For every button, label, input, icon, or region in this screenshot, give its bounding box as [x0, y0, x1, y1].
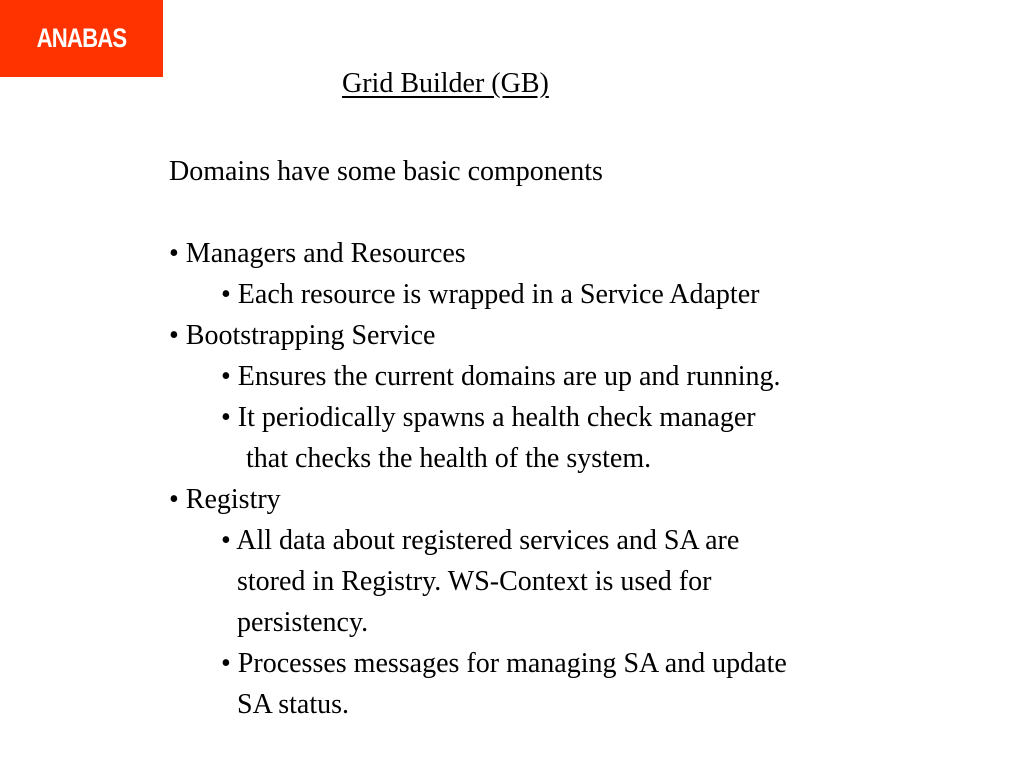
subbullet-registry-data-cont1: stored in Registry. WS-Context is used for — [237, 566, 712, 597]
logo-text: ANABAS — [36, 23, 127, 53]
subbullet-processes-messages-cont: SA status. — [237, 689, 350, 720]
subbullet-ensures-domains: • Ensures the current domains are up and running. — [221, 361, 781, 392]
intro-text: Domains have some basic components — [169, 156, 603, 187]
subbullet-registry-data-cont2: persistency. — [237, 607, 369, 638]
bullet-registry: • Registry — [169, 484, 281, 515]
bullet-bootstrapping-service: • Bootstrapping Service — [169, 320, 436, 351]
logo-badge — [0, 0, 163, 77]
subbullet-health-check: • It periodically spawns a health check manager — [221, 402, 756, 433]
slide-title: Grid Builder (GB) — [342, 68, 549, 99]
subbullet-health-check-cont: that checks the health of the system. — [246, 443, 652, 474]
subbullet-resource-wrapped: • Each resource is wrapped in a Service Adapter — [221, 279, 760, 310]
subbullet-registry-data: • All data about registered services and SA are — [221, 525, 740, 556]
bullet-managers-resources: • Managers and Resources — [169, 238, 466, 269]
subbullet-processes-messages: • Processes messages for managing SA and update — [221, 648, 787, 679]
